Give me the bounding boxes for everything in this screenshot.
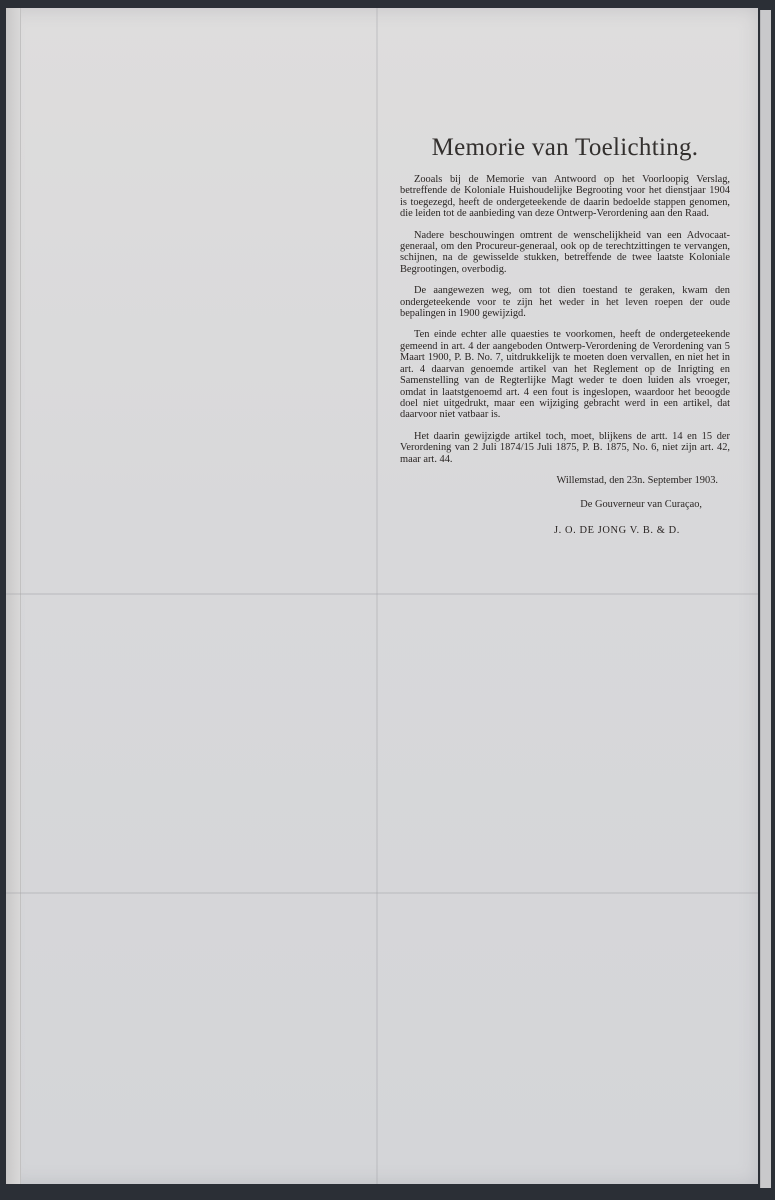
fold-line — [6, 892, 758, 894]
memorie-text-column — [400, 134, 730, 537]
fold-line — [6, 593, 758, 595]
date-line: Willemstad, den 23n. September 1903. — [556, 474, 718, 486]
page-left-edge — [6, 8, 21, 1184]
adjacent-page-edge — [760, 10, 771, 1188]
paragraph-4: Ten einde echter alle quaesties te voorkomen, heeft de ondergeteekende gemeend in art. 4 der aangeboden Ontwerp-Verordening de Verordening van 5 Maart 1900, P. B. No. 7, uitdrukkelijk te moeten doen vervallen, en niet het in art. 4 daarvan genoemde artikel van het Reglement op de Inrigting en Samenstelling van de Regterlijke Magt weder te doen luiden als vroeger, omdat in laatstgenoemd art. 4 een fout is ingeslopen, waardoor het beoogde doel niet uitgedrukt, maar een wijziging gebracht werd in een artikel, dat daarvoor niet vatbaar is. — [400, 329, 730, 421]
signature-line: J. O. DE JONG V. B. & D. — [553, 524, 680, 536]
document-page — [6, 8, 758, 1184]
paragraph-1: Zooals bij de Memorie van Antwoord op het Voorloopig Verslag, betreffende de Koloniale Huishoudelijke Begrooting voor het dienstjaar 1904 is toegezegd, heeft de ondergeteekende de daarin bedoelde stappen genomen, die leiden tot de aanbieding van deze Ontwerp-Verordening aan den Raad. — [400, 174, 730, 220]
fold-line — [376, 8, 378, 1184]
paragraph-2: Nadere beschouwingen omtrent de wenschelijkheid van een Advocaat-generaal, om den Procureur-generaal, ook op de terechtzittingen te vervangen, schijnen, na de gewisselde stukken, betreffende de twee laatste Koloniale Begrootingen, overbodig. — [400, 229, 730, 275]
office-line: De Gouverneur van Curaçao, — [580, 498, 702, 510]
paragraph-3: De aangewezen weg, om tot dien toestand te geraken, kwam den ondergeteekende voor te zijn het weder in het leven roepen der oude bepalingen in 1900 gewijzigd. — [400, 285, 730, 320]
document-title: Memorie van Toelichting. — [431, 134, 699, 161]
paragraph-5: Het daarin gewijzigde artikel toch, moet, blijkens de artt. 14 en 15 der Verordening van 2 Juli 1874/15 Juli 1875, P. B. 1875, No. 6, niet zijn art. 42, maar art. 44. — [400, 430, 730, 465]
